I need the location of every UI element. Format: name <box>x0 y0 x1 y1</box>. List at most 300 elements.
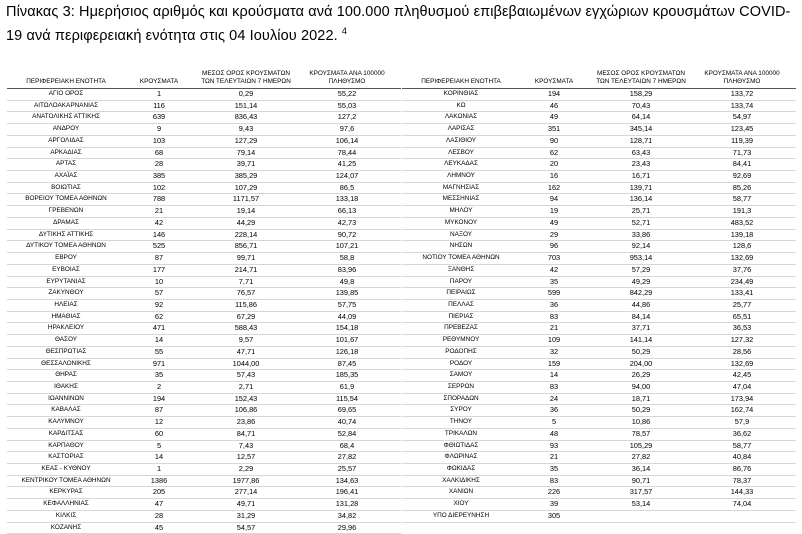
cell-per100k: 55,03 <box>337 100 357 110</box>
cell-avg7: 52,71 <box>631 217 651 227</box>
cell-region: ΚΑΒΑΛΑΣ <box>51 406 81 414</box>
header-region: ΠΕΡΙΦΕΡΕΙΑΚΗ ΕΝΟΤΗΤΑ <box>421 78 501 85</box>
cell-avg7: 19,14 <box>236 206 256 216</box>
cell-avg7: 33,86 <box>631 229 651 239</box>
table-row <box>402 394 796 406</box>
cell-region: ΡΟΔΟΠΗΣ <box>445 347 477 355</box>
cell-region: ΒΟΙΩΤΙΑΣ <box>51 183 81 191</box>
cell-region: ΜΥΚΟΝΟΥ <box>444 218 478 226</box>
cell-per100k: 234,49 <box>730 276 754 286</box>
cell-per100k: 36,62 <box>732 428 752 438</box>
cell-region: ΑΡΚΑΔΙΑΣ <box>50 148 82 156</box>
cell-per100k: 134,63 <box>335 475 359 485</box>
cell-region: ΑΡΤΑΣ <box>55 160 77 168</box>
cell-cases: 639 <box>152 112 166 122</box>
table-row <box>7 523 401 534</box>
header-avg7: ΜΕΣΟΣ ΟΡΟΣ ΚΡΟΥΣΜΑΤΩΝ ΤΩΝ ΤΕΛΕΥΤΑΙΩΝ 7 ΗΜΕΡΩΝ <box>201 70 291 85</box>
cell-region: ΦΩΚΙΔΑΣ <box>446 465 476 472</box>
table-row <box>7 394 401 406</box>
cell-region: ΜΑΓΝΗΣΙΑΣ <box>442 183 480 191</box>
table-row <box>7 101 401 113</box>
cell-avg7: 277,14 <box>234 487 258 497</box>
cell-cases: 525 <box>152 241 166 251</box>
table-row <box>402 288 796 300</box>
cell-region: ΑΧΑΪΑΣ <box>54 172 78 180</box>
cell-region: ΜΗΛΟΥ <box>449 207 473 215</box>
table-row <box>402 101 796 113</box>
cell-per100k: 54,97 <box>732 112 752 122</box>
cell-per100k: 40,74 <box>337 417 357 427</box>
table-row <box>402 323 796 335</box>
cell-region: ΛΑΣΙΘΙΟΥ <box>445 136 477 144</box>
cell-region: ΞΑΝΘΗΣ <box>447 265 475 273</box>
table-row <box>7 206 401 218</box>
header-per100k: ΚΡΟΥΣΜΑΤΑ ΑΝΑ 100000 ΠΛΗΘΥΣΜΟ <box>309 70 385 85</box>
table-row <box>402 183 796 195</box>
cell-per100k: 40,84 <box>732 452 752 462</box>
cell-avg7: 158,29 <box>629 89 653 98</box>
cell-per100k: 133,74 <box>730 100 754 110</box>
cell-region: ΑΡΓΟΛΙΔΑΣ <box>48 136 84 144</box>
cell-avg7: 2,29 <box>238 464 254 473</box>
cell-per100k: 36,53 <box>732 323 752 333</box>
table-header-right <box>402 55 796 89</box>
cell-per100k: 65,51 <box>732 311 752 321</box>
cell-region: ΦΘΙΩΤΙΔΑΣ <box>443 441 479 449</box>
cell-per100k: 86,76 <box>732 464 752 473</box>
cell-per100k: 132,69 <box>730 358 754 368</box>
cell-per100k: 44,09 <box>337 311 357 321</box>
cell-avg7: 115,86 <box>234 299 258 309</box>
cell-per100k: 42,45 <box>732 370 752 380</box>
table-row <box>7 136 401 148</box>
cell-cases: 788 <box>152 194 166 204</box>
table-row <box>7 511 401 523</box>
cell-region: ΕΥΡΥΤΑΝΙΑΣ <box>46 277 86 285</box>
table-row <box>402 417 796 429</box>
cell-per100k: 37,76 <box>732 264 752 274</box>
cell-avg7: 39,71 <box>236 159 256 169</box>
cell-region: ΜΕΣΣΗΝΙΑΣ <box>442 195 480 203</box>
cell-avg7: 25,71 <box>631 206 651 216</box>
table-row <box>402 441 796 453</box>
table-row <box>402 359 796 371</box>
cell-region: ΣΥΡΟΥ <box>450 406 472 414</box>
cell-region: ΛΕΣΒΟΥ <box>448 148 474 156</box>
cell-avg7: 26,29 <box>631 370 651 380</box>
cell-region: ΛΗΜΝΟΥ <box>447 172 475 180</box>
cell-cases: 5 <box>551 417 557 427</box>
cell-per100k: 124,07 <box>335 171 359 181</box>
cell-per100k: 154,18 <box>335 323 359 333</box>
cell-per100k: 97,6 <box>339 124 355 134</box>
cell-cases: 29 <box>549 229 559 239</box>
cell-avg7: 1977,86 <box>232 475 260 485</box>
cell-cases: 93 <box>549 440 559 450</box>
table-row <box>7 370 401 382</box>
cell-per100k: 27,82 <box>337 452 357 462</box>
cell-per100k: 90,72 <box>337 229 357 239</box>
cell-avg7: 67,29 <box>236 311 256 321</box>
cell-avg7: 94,00 <box>631 381 651 391</box>
cell-cases: 92 <box>154 299 164 309</box>
cell-avg7: 214,71 <box>234 264 258 274</box>
cell-per100k: 66,13 <box>337 206 357 216</box>
cell-avg7: 105,29 <box>629 440 653 450</box>
cell-region: ΚΩ <box>456 101 466 109</box>
cell-cases: 21 <box>549 452 559 462</box>
cell-per100k: 123,45 <box>730 124 754 134</box>
table-row <box>7 159 401 171</box>
table-row <box>7 112 401 124</box>
cell-region: ΔΥΤΙΚΗΣ ΑΤΤΙΚΗΣ <box>38 230 94 238</box>
table-row <box>402 148 796 160</box>
cell-per100k: 139,85 <box>335 288 359 298</box>
cell-per100k: 131,28 <box>335 499 359 509</box>
table-row <box>402 511 796 523</box>
cell-per100k: 191,3 <box>732 206 752 216</box>
table-row <box>402 136 796 148</box>
cell-region: ΚΟΖΑΝΗΣ <box>50 523 82 531</box>
cell-region: ΚΕΦΑΛΛΗΝΙΑΣ <box>43 500 89 508</box>
cell-per100k: 68,4 <box>339 440 355 450</box>
cell-region: ΥΠΟ ΔΙΕΡΕΥΝΗΣΗ <box>432 511 490 519</box>
cell-cases: 162 <box>547 182 561 192</box>
table-row <box>402 370 796 382</box>
cell-region: ΠΕΙΡΑΙΩΣ <box>446 289 476 297</box>
cell-cases: 103 <box>152 135 166 145</box>
cell-avg7: 139,71 <box>629 182 653 192</box>
table-header-left <box>7 55 401 89</box>
cell-per100k: 58,8 <box>339 253 355 263</box>
cell-per100k: 85,26 <box>732 182 752 192</box>
cell-per100k: 58,77 <box>732 440 752 450</box>
cell-cases: 971 <box>152 358 166 368</box>
cell-cases: 177 <box>152 264 166 274</box>
cell-region: ΠΑΡΟΥ <box>449 277 473 285</box>
cell-avg7: 136,14 <box>629 194 653 204</box>
cell-cases: 62 <box>154 311 164 321</box>
cell-avg7: 385,29 <box>234 171 258 181</box>
cell-per100k: 92,69 <box>732 171 752 181</box>
cell-avg7: 1171,57 <box>232 194 260 204</box>
header-avg7: ΜΕΣΟΣ ΟΡΟΣ ΚΡΟΥΣΜΑΤΩΝ ΤΩΝ ΤΕΛΕΥΤΑΙΩΝ 7 ΗΜΕΡΩΝ <box>596 70 686 85</box>
cell-cases: 94 <box>549 194 559 204</box>
cell-region: ΠΕΛΛΑΣ <box>448 300 474 308</box>
cell-cases: 90 <box>549 135 559 145</box>
table-row <box>402 312 796 324</box>
cell-cases: 35 <box>549 464 559 473</box>
cell-region: ΚΑΣΤΟΡΙΑΣ <box>48 453 84 461</box>
cell-cases: 28 <box>154 510 164 520</box>
table-row <box>7 417 401 429</box>
cell-avg7: 152,43 <box>234 393 258 403</box>
cell-region: ΛΑΚΩΝΙΑΣ <box>444 113 478 121</box>
cell-per100k: 74,04 <box>732 499 752 509</box>
table-row <box>402 218 796 230</box>
table-row <box>402 171 796 183</box>
cell-per100k: 126,18 <box>335 346 359 356</box>
cell-per100k: 86,5 <box>339 182 355 192</box>
cell-per100k: 173,94 <box>730 393 754 403</box>
cell-cases: 385 <box>152 171 166 181</box>
header-cases: ΚΡΟΥΣΜΑΤΑ <box>534 78 574 85</box>
cell-per100k: 78,37 <box>732 475 752 485</box>
cell-avg7: 49,71 <box>236 499 256 509</box>
cell-cases: 20 <box>549 159 559 169</box>
table-row <box>402 429 796 441</box>
cell-cases: 87 <box>154 405 164 415</box>
cell-cases: 36 <box>549 299 559 309</box>
table-row <box>7 499 401 511</box>
cell-cases: 45 <box>154 522 164 532</box>
cell-region: ΛΑΡΙΣΑΣ <box>447 125 475 133</box>
table-row <box>7 241 401 253</box>
cell-region: ΚΙΛΚΙΣ <box>55 511 77 519</box>
cell-per100k: 133,72 <box>730 89 754 98</box>
cell-per100k: 57,9 <box>734 417 750 427</box>
cell-region: ΑΙΤΩΛΟΑΚΑΡΝΑΝΙΑΣ <box>33 101 99 109</box>
cell-cases: 42 <box>154 217 164 227</box>
table-row <box>7 429 401 441</box>
cell-per100k: 78,44 <box>337 147 357 157</box>
cell-avg7: 47,71 <box>236 346 256 356</box>
cell-per100k: 55,22 <box>337 89 357 98</box>
table-row <box>7 253 401 265</box>
cell-per100k: 128,6 <box>732 241 752 251</box>
cell-per100k: 101,67 <box>335 335 359 345</box>
cell-cases: 5 <box>156 440 162 450</box>
table-row <box>7 89 401 101</box>
cell-cases: 35 <box>549 276 559 286</box>
table-row <box>402 382 796 394</box>
cell-avg7: 856,71 <box>234 241 258 251</box>
cell-cases: 351 <box>547 124 561 134</box>
table-row <box>7 230 401 242</box>
cell-avg7: 53,14 <box>631 499 651 509</box>
cell-avg7: 50,29 <box>631 405 651 415</box>
cell-cases: 96 <box>549 241 559 251</box>
cell-cases: 49 <box>549 112 559 122</box>
cell-region: ΚΑΛΥΜΝΟΥ <box>48 418 84 426</box>
cell-avg7: 84,71 <box>236 428 256 438</box>
cell-region: ΡΟΔΟΥ <box>449 359 473 367</box>
cell-region: ΑΓΙΟ ΟΡΟΣ <box>48 90 84 97</box>
cell-per100k: 106,14 <box>335 135 359 145</box>
cell-avg7: 345,14 <box>629 124 653 134</box>
cell-region: ΚΕΡΚΥΡΑΣ <box>49 488 83 496</box>
cell-avg7: 106,86 <box>234 405 258 415</box>
table-row <box>7 265 401 277</box>
cell-cases: 39 <box>549 499 559 509</box>
table-row <box>7 277 401 289</box>
table-row <box>402 405 796 417</box>
cell-cases: 116 <box>153 100 165 110</box>
cell-cases: 83 <box>549 311 559 321</box>
cell-cases: 21 <box>154 206 164 216</box>
cell-per100k: 71,73 <box>732 147 752 157</box>
cell-region: ΣΕΡΡΩΝ <box>447 382 475 390</box>
table-row <box>402 476 796 488</box>
cell-per100k: 132,69 <box>730 253 754 263</box>
cell-region: ΛΕΥΚΑΔΑΣ <box>444 160 478 168</box>
table-row <box>402 277 796 289</box>
cell-per100k: 144,33 <box>730 487 754 497</box>
cell-cases: 60 <box>154 428 164 438</box>
cell-cases: 35 <box>154 370 164 380</box>
cell-region: ΚΑΡΠΑΘΟΥ <box>48 441 84 449</box>
table-row <box>7 335 401 347</box>
cell-per100k: 483,52 <box>730 217 754 227</box>
cell-region: ΗΡΑΚΛΕΙΟΥ <box>47 324 85 332</box>
cell-cases: 24 <box>549 393 559 403</box>
cell-region: ΘΑΣΟΥ <box>54 336 78 344</box>
cell-cases: 55 <box>154 346 164 356</box>
cell-region: ΚΕΑΣ - ΚΥΘΝΟΥ <box>41 465 91 472</box>
cell-avg7: 2,71 <box>238 381 254 391</box>
cell-cases: 102 <box>152 182 166 192</box>
table-row <box>402 112 796 124</box>
cell-avg7: 7,71 <box>238 276 254 286</box>
cell-per100k: 127,32 <box>730 335 754 345</box>
cell-cases: 16 <box>549 171 559 181</box>
cell-per100k: 69,65 <box>337 405 357 415</box>
table-row <box>7 312 401 324</box>
cell-region: ΘΕΣΠΡΩΤΙΑΣ <box>45 347 87 355</box>
table-row <box>7 359 401 371</box>
cell-region: ΚΑΡΔΙΤΣΑΣ <box>48 429 84 437</box>
table-row <box>402 206 796 218</box>
cell-avg7: 953,14 <box>629 253 653 263</box>
cell-region: ΝΑΞΟΥ <box>449 230 473 238</box>
cell-per100k: 28,56 <box>732 346 752 356</box>
table-row <box>402 300 796 312</box>
cell-region: ΒΟΡΕΙΟΥ ΤΟΜΕΑ ΑΘΗΝΩΝ <box>25 195 107 203</box>
cell-avg7: 18,71 <box>631 393 651 403</box>
cell-cases: 46 <box>549 100 559 110</box>
covid-cases-table <box>7 55 795 532</box>
cell-cases: 146 <box>152 229 166 239</box>
header-region: ΠΕΡΙΦΕΡΕΙΑΚΗ ΕΝΟΤΗΤΑ <box>26 78 106 85</box>
cell-avg7: 7,43 <box>238 440 254 450</box>
cell-per100k: 84,41 <box>732 159 752 169</box>
table-row <box>7 487 401 499</box>
cell-avg7: 63,43 <box>631 147 651 157</box>
cell-avg7: 44,86 <box>631 299 651 309</box>
cell-cases: 1 <box>156 89 162 98</box>
cell-region: ΝΗΣΩΝ <box>449 242 473 250</box>
cell-avg7: 37,71 <box>631 323 651 333</box>
table-row <box>7 405 401 417</box>
cell-cases: 1 <box>156 464 162 473</box>
cell-region: ΖΑΚΥΝΘΟΥ <box>48 289 84 297</box>
cell-avg7: 50,29 <box>631 346 651 356</box>
cell-avg7: 107,29 <box>234 182 258 192</box>
cell-cases: 109 <box>547 335 561 345</box>
table-row <box>402 464 796 476</box>
cell-region: ΑΝΔΡΟΥ <box>52 125 80 133</box>
cell-region: ΡΕΘΥΜΝΟΥ <box>442 336 480 344</box>
cell-region: ΕΒΡΟΥ <box>55 254 77 262</box>
table-row <box>402 194 796 206</box>
cell-avg7: 76,57 <box>236 288 256 298</box>
cell-avg7: 9,57 <box>238 335 254 345</box>
cell-cases: 48 <box>549 428 559 438</box>
cell-region: ΠΡΕΒΕΖΑΣ <box>444 324 478 332</box>
cell-cases: 305 <box>547 510 561 520</box>
cell-cases: 87 <box>154 253 164 263</box>
table-right-half <box>402 55 796 520</box>
cell-cases: 703 <box>547 253 561 263</box>
cell-avg7: 36,14 <box>631 464 651 473</box>
cell-region: ΣΑΜΟΥ <box>449 371 473 379</box>
cell-cases: 28 <box>154 159 164 169</box>
cell-per100k: 52,84 <box>337 428 357 438</box>
cell-per100k: 87,45 <box>337 358 357 368</box>
cell-per100k: 196,41 <box>335 487 359 497</box>
cell-cases: 599 <box>547 288 561 298</box>
table-row <box>7 194 401 206</box>
table-row <box>402 347 796 359</box>
cell-per100k: 115,54 <box>335 393 359 403</box>
table-row <box>402 253 796 265</box>
header-per100k: ΚΡΟΥΣΜΑΤΑ ΑΝΑ 100000 ΠΛΗΘΥΣΜΟ <box>704 70 780 85</box>
table-row <box>402 159 796 171</box>
cell-avg7: 99,71 <box>236 253 256 263</box>
cell-region: ΣΠΟΡΑΔΩΝ <box>443 394 479 402</box>
caption-text: Πίνακας 3: Ημερήσιος αριθμός και κρούσματα ανά 100.000 πληθυσμού επιβεβαιωμένων εγχώριων κρουσμάτων COVID-19 ανά περιφερειακή ενότητα στις 04 Ιουλίου 2022. <box>6 4 791 44</box>
table-row <box>402 230 796 242</box>
cell-avg7: 57,43 <box>236 370 256 380</box>
cell-per100k: 57,75 <box>337 299 357 309</box>
table-row <box>7 347 401 359</box>
cell-region: ΤΗΝΟΥ <box>449 418 473 426</box>
cell-avg7: 64,14 <box>631 112 651 122</box>
cell-per100k: 41,25 <box>337 159 357 169</box>
table-row <box>402 452 796 464</box>
cell-avg7: 90,71 <box>631 475 651 485</box>
cell-region: ΘΕΣΣΑΛΟΝΙΚΗΣ <box>41 359 91 367</box>
cell-cases: 14 <box>549 370 559 380</box>
header-cases: ΚΡΟΥΣΜΑΤΑ <box>139 78 179 85</box>
table-row <box>7 441 401 453</box>
cell-avg7: 128,71 <box>629 135 653 145</box>
table-caption <box>6 3 796 46</box>
cell-per100k: 133,18 <box>335 194 359 204</box>
cell-avg7: 57,29 <box>631 264 651 274</box>
cell-cases: 36 <box>549 405 559 415</box>
cell-avg7: 54,57 <box>236 522 256 532</box>
table-left-half <box>7 55 401 532</box>
cell-cases: 62 <box>549 147 559 157</box>
cell-avg7: 16,71 <box>631 171 651 181</box>
table-row <box>7 464 401 476</box>
table-row <box>402 487 796 499</box>
cell-avg7: 44,29 <box>236 217 256 227</box>
cell-cases: 83 <box>549 381 559 391</box>
cell-per100k: 185,35 <box>335 370 359 380</box>
cell-cases: 57 <box>154 288 164 298</box>
table-row <box>7 300 401 312</box>
cell-per100k: 83,96 <box>337 264 357 274</box>
cell-cases: 1386 <box>150 475 168 485</box>
cell-region: ΧΙΟΥ <box>453 500 469 508</box>
table-row <box>402 499 796 511</box>
cell-region: ΙΩΑΝΝΙΝΩΝ <box>48 394 84 402</box>
cell-region: ΘΗΡΑΣ <box>55 371 77 379</box>
table-row <box>7 288 401 300</box>
cell-region: ΔΡΑΜΑΣ <box>53 218 79 226</box>
